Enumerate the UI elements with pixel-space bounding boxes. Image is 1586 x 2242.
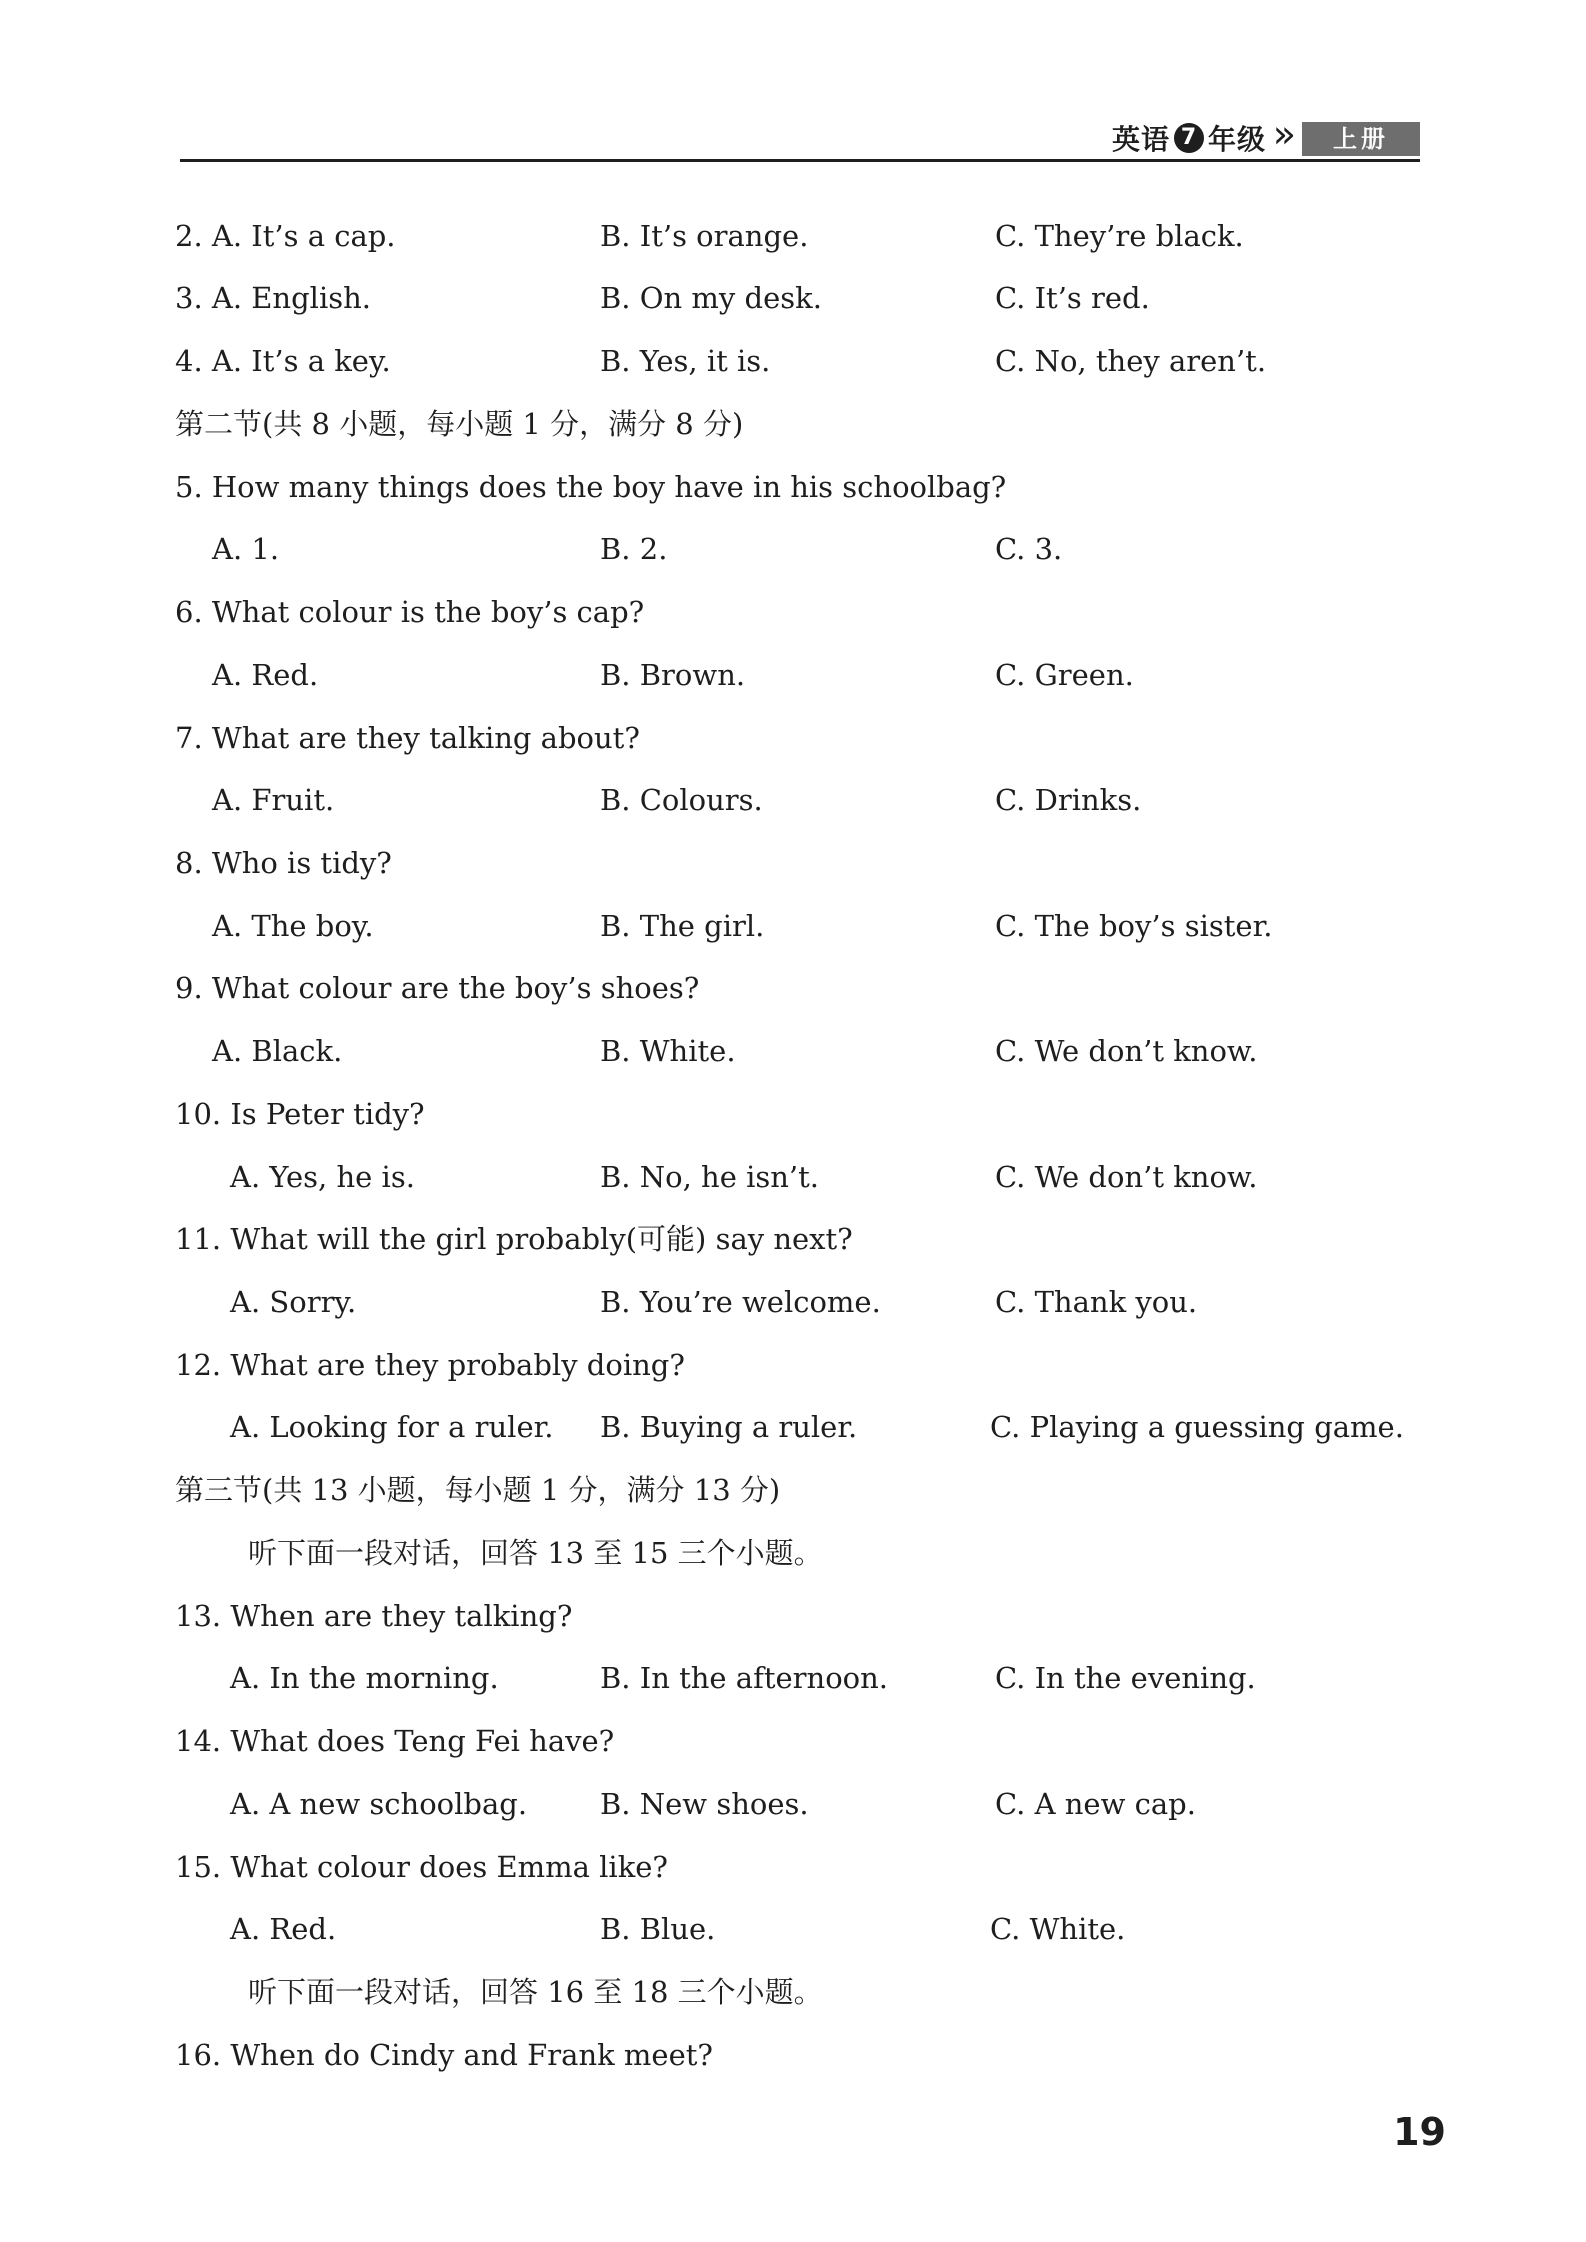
question-text: 6. What colour is the boy’s cap? [175,595,645,629]
option-c: C. Thank you. [995,1285,1198,1319]
question-text: 12. What are they probably doing? [175,1348,685,1382]
page-header [180,112,1420,162]
question-text: 13. When are they talking? [175,1599,573,1633]
grade-badge: 7 [1174,123,1204,153]
option-b: B. It’s orange. [600,219,809,253]
option-c: C. White. [990,1912,1126,1946]
option-b: B. In the afternoon. [600,1661,889,1695]
option-b: B. Colours. [600,783,763,817]
option-c: C. We don’t know. [995,1160,1258,1194]
option-c: C. A new cap. [995,1787,1196,1821]
option-a: A. Black. [212,1034,343,1068]
option-b: B. 2. [600,532,668,566]
option-a: A. Yes, he is. [230,1160,415,1194]
option-a: A. Red. [212,658,319,692]
section-heading-3: 第三节(共 13 小题，每小题 1 分，满分 13 分) [175,1473,781,1507]
question-text: 8. Who is tidy? [175,846,392,880]
option-a: 4. A. It’s a key. [175,344,391,378]
option-b: B. You’re welcome. [600,1285,881,1319]
option-c: C. In the evening. [995,1661,1256,1695]
page-number: 19 [1393,2110,1446,2154]
listening-instruction: 听下面一段对话，回答 16 至 18 三个小题。 [248,1975,823,2009]
option-c: C. Playing a guessing game. [990,1410,1404,1444]
option-b: B. Blue. [600,1912,716,1946]
option-b: B. White. [600,1034,736,1068]
header-subject: 英语 [1111,123,1170,156]
option-c: C. 3. [995,532,1063,566]
option-b: B. Brown. [600,658,746,692]
volume-badge: 上册 [1302,122,1420,156]
question-text: 11. What will the girl probably(可能) say next? [175,1222,853,1256]
question-text: 16. When do Cindy and Frank meet? [175,2038,713,2072]
double-chevron-icon: » [1272,112,1296,156]
header-grade [1112,118,1266,158]
question-text: 9. What colour are the boy’s shoes? [175,971,700,1005]
option-a: A. 1. [212,532,280,566]
option-a: 2. A. It’s a cap. [175,219,396,253]
option-c: C. Green. [995,658,1134,692]
question-text: 5. How many things does the boy have in his schoolbag? [175,470,1007,504]
option-c: C. We don’t know. [995,1034,1258,1068]
option-c: C. The boy’s sister. [995,909,1273,943]
option-b: B. No, he isn’t. [600,1160,820,1194]
question-text: 15. What colour does Emma like? [175,1850,668,1884]
option-b: B. New shoes. [600,1787,809,1821]
option-c: C. No, they aren’t. [995,344,1267,378]
header-grade-suffix: 年级 [1207,123,1266,156]
question-text: 10. Is Peter tidy? [175,1097,425,1131]
option-a: A. A new schoolbag. [230,1787,528,1821]
option-a: 3. A. English. [175,281,372,315]
option-b: B. On my desk. [600,281,822,315]
option-c: C. They’re black. [995,219,1244,253]
question-text: 14. What does Teng Fei have? [175,1724,615,1758]
header-rule [180,159,1420,162]
option-b: B. Buying a ruler. [600,1410,858,1444]
option-a: A. The boy. [212,909,374,943]
option-b: B. The girl. [600,909,765,943]
option-a: A. Red. [230,1912,337,1946]
option-a: A. Looking for a ruler. [230,1410,554,1444]
option-a: A. Sorry. [230,1285,357,1319]
section-heading-2: 第二节(共 8 小题，每小题 1 分，满分 8 分) [175,407,744,441]
option-c: C. It’s red. [995,281,1150,315]
option-a: A. In the morning. [230,1661,499,1695]
listening-instruction: 听下面一段对话，回答 13 至 15 三个小题。 [248,1536,823,1570]
option-b: B. Yes, it is. [600,344,771,378]
question-text: 7. What are they talking about? [175,721,640,755]
option-a: A. Fruit. [212,783,335,817]
option-c: C. Drinks. [995,783,1142,817]
